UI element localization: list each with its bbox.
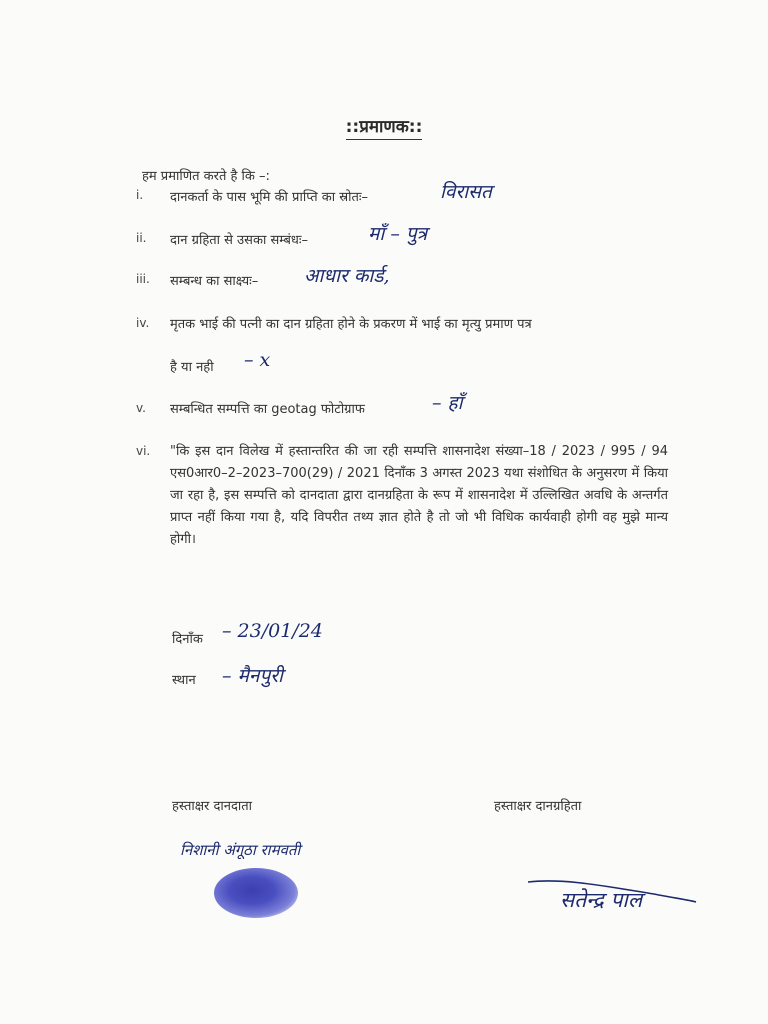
- item-label: सम्बन्धित सम्पत्ति का geotag फोटोग्राफ: [170, 402, 365, 417]
- item-label: दानकर्ता के पास भूमि की प्राप्ति का स्रोतः–: [170, 190, 369, 205]
- item-number: v.: [136, 401, 146, 415]
- place-value: – मैनपुरी: [222, 665, 283, 687]
- declaration-paragraph: "कि इस दान विलेख में हस्तान्तरित की जा रही सम्पत्ति शासनादेश संख्या–18 / 2023 / 995 / 94 एस0आर0–2–2023–700(29) / 2021 दिनाँक 3 अगस्त 2023 यथा संशोधित के अनुसरण में किया जा रहा है, इस सम्पत्ति को दानदाता द्वारा दानग्रहिता के रूप में शासनादेश में उल्लिखित अवधि के अन्तर्गत प्राप्त नहीं किया गया है, यदि विपरीत तथ्य ज्ञात होते है तो जो भी विधिक कार्यवाही होगी वह मुझे मान्य होगी।: [170, 444, 668, 547]
- item-number: i.: [136, 188, 144, 202]
- handwritten-answer: – x: [244, 349, 271, 371]
- item-label: दान ग्रहिता से उसका सम्बंधः–: [170, 233, 309, 248]
- place-label: स्थान: [172, 673, 196, 688]
- handwritten-answer: – हाँ: [432, 392, 463, 414]
- handwritten-answer: माँ – पुत्र: [368, 223, 428, 245]
- date-label: दिनाँक: [172, 632, 203, 647]
- handwritten-answer: आधार कार्ड,: [304, 265, 390, 287]
- item-number: iii.: [136, 272, 150, 286]
- donor-signature-label: हस्ताक्षर दानदाता: [172, 799, 253, 814]
- item-number: iv.: [136, 316, 150, 330]
- item-label: सम्बन्ध का साक्ष्यः–: [170, 274, 259, 289]
- item-number: vi.: [136, 444, 151, 458]
- item-number: ii.: [136, 231, 147, 245]
- donor-signature: निशानी अंगूठा रामवती: [180, 841, 301, 859]
- handwritten-answer: विरासत: [440, 181, 492, 203]
- donee-signature: सतेन्द्र पाल: [560, 888, 643, 912]
- intro-text: हम प्रमाणित करते है कि –:: [142, 169, 270, 184]
- item-label: मृतक भाई की पत्नी का दान ग्रहिता होने के प्रकरण में भाई का मृत्यु प्रमाण पत्र: [170, 317, 532, 332]
- date-value: – 23/01/24: [222, 620, 323, 642]
- donee-signature-label: हस्ताक्षर दानग्रहिता: [494, 799, 582, 814]
- thumb-impression-icon: [214, 868, 298, 918]
- document-title: ::प्रमाणक::: [0, 114, 768, 137]
- item-label-continued: है या नही: [170, 360, 214, 375]
